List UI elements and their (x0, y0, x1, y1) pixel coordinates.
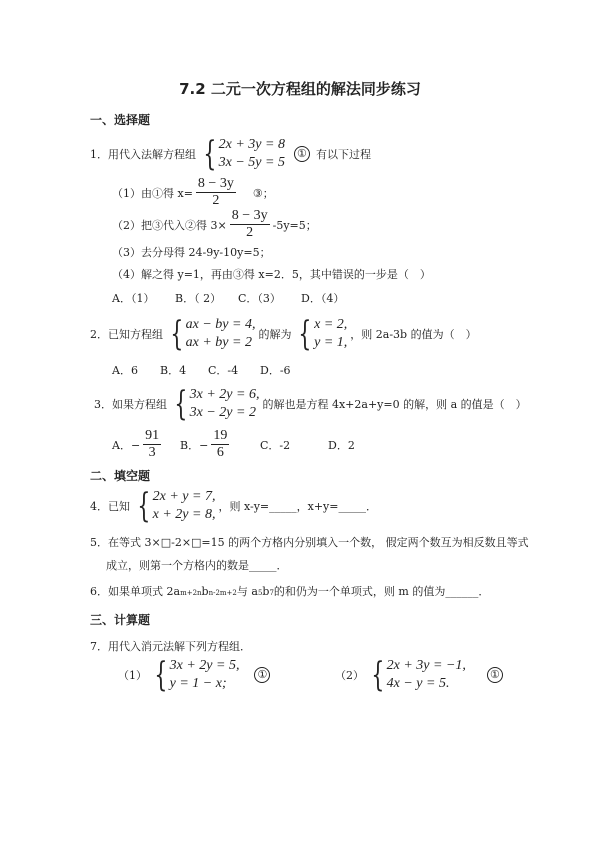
equation: 3x − 5y = 5 (218, 155, 285, 170)
denominator: 2 (212, 193, 220, 208)
fraction (196, 176, 236, 209)
equation: 2x + y = 7, (152, 489, 216, 504)
q2-prefix: 2．已知方程组 (90, 328, 163, 341)
exponent: 5 (257, 589, 263, 597)
q4-suffix: ，则 x-y=_____，x+y=_____． (218, 500, 377, 513)
q2-options (112, 362, 291, 378)
question-4 (90, 488, 377, 524)
circled-number: ① (487, 667, 503, 683)
equation: 3x − 2y = 2 (189, 405, 256, 420)
equation: y = 1 − x; (169, 676, 227, 691)
fraction (143, 428, 161, 461)
option-a: A．（1） (112, 292, 155, 305)
question-2 (90, 316, 477, 352)
q7-part-1 (118, 657, 276, 693)
exponent: n-2m+2 (208, 589, 237, 597)
equation: ax + by = 2 (185, 335, 252, 350)
equation: ax − by = 4, (185, 317, 256, 332)
option-a (112, 428, 180, 461)
step-text: ③； (252, 186, 274, 200)
q6-text: 6．如果单项式 2a (90, 585, 181, 598)
q6-text: 与 a (236, 585, 258, 598)
equation: x = 2, (314, 317, 348, 332)
q6-text: b (201, 585, 209, 598)
equation: 3x + 2y = 5, (169, 658, 240, 673)
step-text: （2）把③代入②得 3× (112, 218, 227, 232)
q1-step-1 (112, 176, 274, 209)
brace-icon: { (203, 134, 217, 174)
q6-text: 的和仍为一个单项式，则 m 的值为______． (273, 585, 490, 598)
option-label: A．− (112, 438, 141, 452)
equation: 3x + 2y = 6, (189, 387, 260, 402)
equation: 2x + 3y = −1, (386, 658, 466, 673)
step-text: -5y=5； (272, 218, 317, 232)
numerator: 91 (145, 428, 160, 443)
section-heading: 二、填空题 (90, 469, 151, 483)
numerator: 19 (213, 428, 228, 443)
option-d: D．-6 (260, 364, 291, 377)
question-6 (90, 583, 489, 599)
option-d: D．（4） (301, 292, 345, 305)
q1-step-3: （3）去分母得 24-9y-10y=5； (112, 246, 271, 259)
equation: 2x + 3y = 8 (218, 137, 285, 152)
denominator: 2 (246, 225, 254, 240)
q3-suffix: 的解也是方程 4x+2a+y=0 的解，则 a 的值是（ ） (262, 398, 527, 411)
brace-icon: { (154, 655, 168, 695)
q1-suffix: 有以下过程 (315, 148, 371, 161)
question-1 (90, 136, 371, 172)
equation: x + 2y = 8, (152, 507, 216, 522)
part-label: （1） (118, 669, 147, 682)
q4-prefix: 4．已知 (90, 500, 130, 513)
equation-system (367, 657, 466, 693)
option-c: C．（3） (238, 292, 281, 305)
denominator: 6 (216, 445, 224, 460)
exponent: m+2n (180, 589, 202, 597)
equation-system (170, 386, 259, 422)
solution-system (294, 316, 347, 352)
q3-prefix: 3．如果方程组 (94, 398, 167, 411)
section-heading: 一、选择题 (90, 113, 151, 127)
option-b: B．（ 2） (175, 292, 222, 305)
option-d: D．2 (328, 438, 355, 452)
option-c: C．-4 (208, 364, 239, 377)
fraction (211, 428, 229, 461)
equation-system (166, 316, 255, 352)
part-label: （2） (335, 669, 364, 682)
brace-icon: { (174, 384, 188, 424)
q2-suffix: ，则 2a-3b 的值为（ ） (350, 328, 477, 341)
brace-icon: { (137, 486, 151, 526)
equation-system (199, 136, 285, 172)
q2-mid: 的解为 (258, 328, 292, 341)
question-5-line-1: 5．在等式 3×□-2×□=15 的两个方格内分别填入一个数， 假定两个数互为相反数且等式 (90, 536, 529, 549)
question-7: 7．用代入消元法解下列方程组． (90, 640, 251, 653)
q7-part-2 (335, 657, 509, 693)
numerator: 8 − 3y (231, 208, 268, 223)
brace-icon: { (371, 655, 385, 695)
equation: 4x − y = 5. (386, 676, 450, 691)
brace-icon: { (298, 314, 312, 354)
circled-number: ① (294, 146, 310, 162)
denominator: 3 (148, 445, 156, 460)
option-a: A．6 (112, 364, 138, 377)
option-label: B．− (180, 438, 209, 452)
equation: y = 1, (314, 335, 348, 350)
option-b (180, 428, 260, 461)
step-text: （1）由①得 x= (112, 186, 193, 200)
brace-icon: { (170, 314, 184, 354)
q3-options (112, 428, 355, 461)
numerator: 8 − 3y (197, 176, 234, 191)
q1-options (112, 290, 344, 306)
circled-number: ① (254, 667, 270, 683)
equation-system (150, 657, 239, 693)
section-heading: 三、计算题 (90, 613, 151, 627)
q6-text: b (262, 585, 270, 598)
exponent: 7 (269, 589, 274, 597)
option-c: C．-2 (260, 438, 291, 452)
fraction (230, 208, 270, 241)
question-5-line-2: 成立，则第一个方格内的数是_____． (106, 559, 288, 572)
equation-system (133, 488, 215, 524)
option-b: B．4 (160, 364, 187, 377)
q1-prefix: 1．用代入法解方程组 (90, 148, 196, 161)
question-3 (94, 386, 527, 422)
q1-step-2 (112, 208, 317, 241)
page-title: 7.2 二元一次方程组的解法同步练习 (179, 80, 421, 98)
q1-step-4: （4）解之得 y=1，再由③得 x=2．5，其中错误的一步是（ ） (112, 268, 431, 281)
